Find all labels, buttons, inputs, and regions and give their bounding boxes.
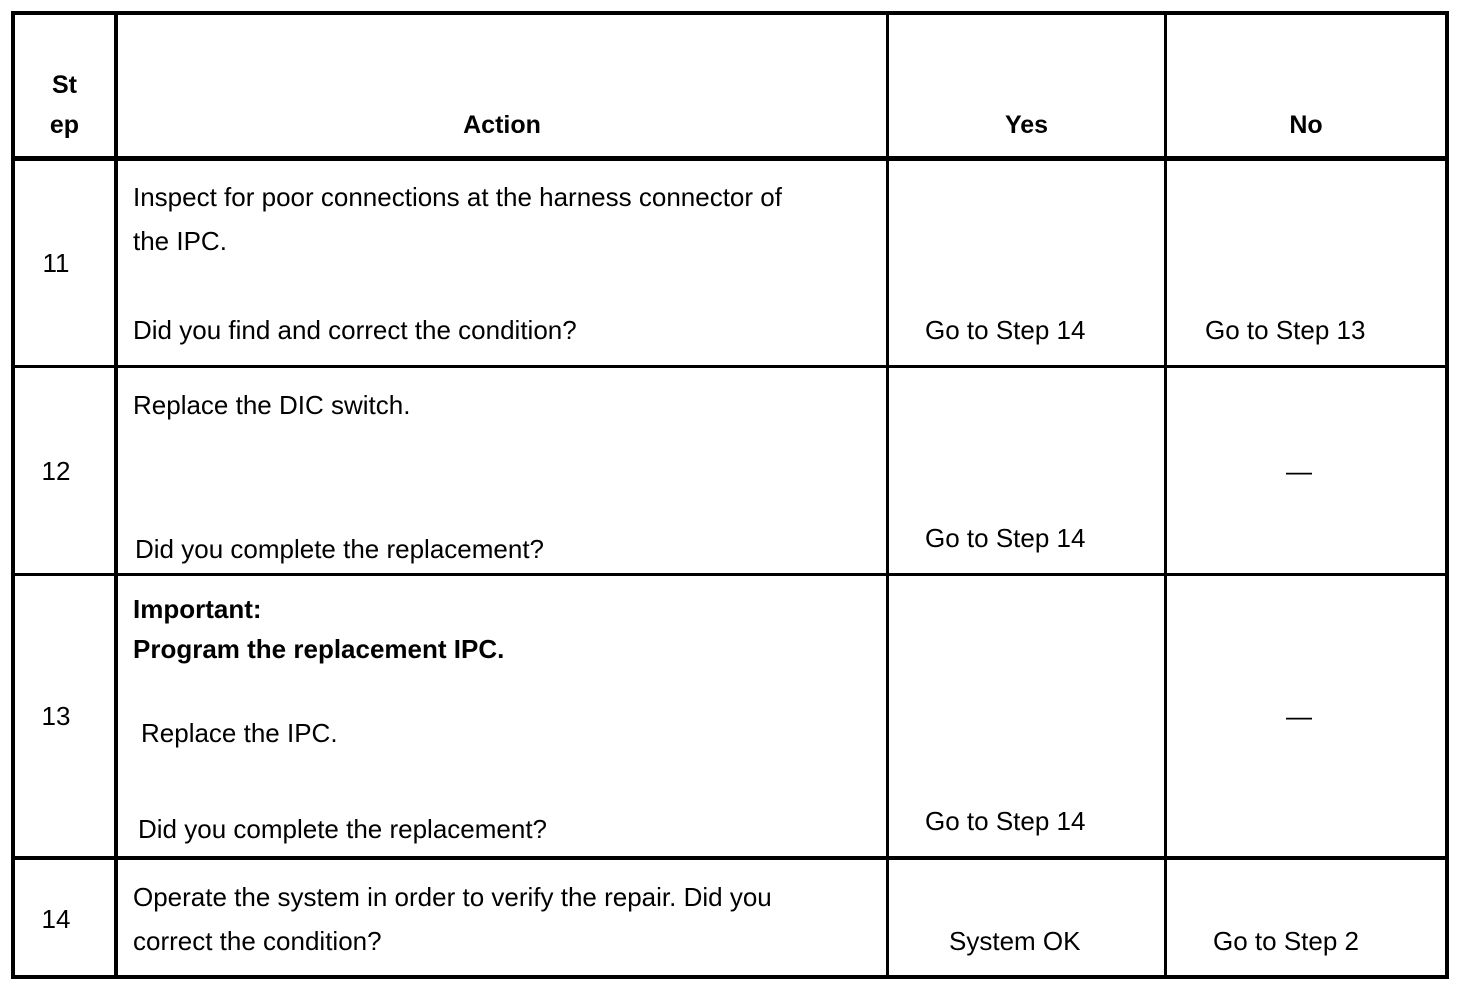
question-text-13: Did you complete the replacement? <box>138 814 548 844</box>
no-cell-11: Go to Step 13 <box>1205 315 1366 345</box>
col-divider-step-action <box>114 11 118 979</box>
header-action: Action <box>463 111 541 139</box>
header-no: No <box>1289 111 1323 139</box>
step-number-11: 11 <box>42 248 70 278</box>
header-step-line2: ep <box>49 111 80 139</box>
action-text-11-line2: the IPC. <box>133 226 227 256</box>
row-divider-11-12 <box>11 365 1449 368</box>
step-number-14: 14 <box>41 904 71 934</box>
col-divider-action-yes <box>886 11 889 979</box>
question-text-12: Did you complete the replacement? <box>135 534 545 564</box>
yes-cell-14: System OK <box>949 926 1081 956</box>
question-text-11: Did you find and correct the condition? <box>133 315 577 345</box>
no-cell-14: Go to Step 2 <box>1213 926 1359 956</box>
table-left-border <box>11 11 15 979</box>
important-text-13: Program the replacement IPC. <box>133 634 505 664</box>
header-yes: Yes <box>1004 111 1049 139</box>
action-text-14-line1: Operate the system in order to verify the repair. Did you <box>133 882 772 912</box>
no-cell-13: — <box>1286 701 1312 731</box>
col-divider-yes-no <box>1164 11 1167 979</box>
action-text-14-line2: correct the condition? <box>133 926 382 956</box>
table-top-border <box>11 11 1449 15</box>
yes-cell-13: Go to Step 14 <box>925 806 1086 836</box>
yes-cell-12: Go to Step 14 <box>925 523 1086 553</box>
no-cell-12: — <box>1286 456 1312 486</box>
important-label-13: Important: <box>133 594 262 624</box>
step-number-12: 12 <box>41 456 71 486</box>
row-divider-13-14 <box>11 856 1449 860</box>
header-bottom-border <box>11 156 1449 161</box>
yes-cell-11: Go to Step 14 <box>925 315 1086 345</box>
action-text-13: Replace the IPC. <box>141 718 338 748</box>
action-text-12: Replace the DIC switch. <box>133 390 411 420</box>
table-bottom-border <box>11 975 1449 979</box>
step-number-13: 13 <box>41 701 71 731</box>
action-text-11-line1: Inspect for poor connections at the harness connector of <box>133 182 782 212</box>
table-right-border <box>1445 11 1449 979</box>
header-step-line1: St <box>52 71 77 99</box>
row-divider-12-13 <box>11 573 1449 576</box>
